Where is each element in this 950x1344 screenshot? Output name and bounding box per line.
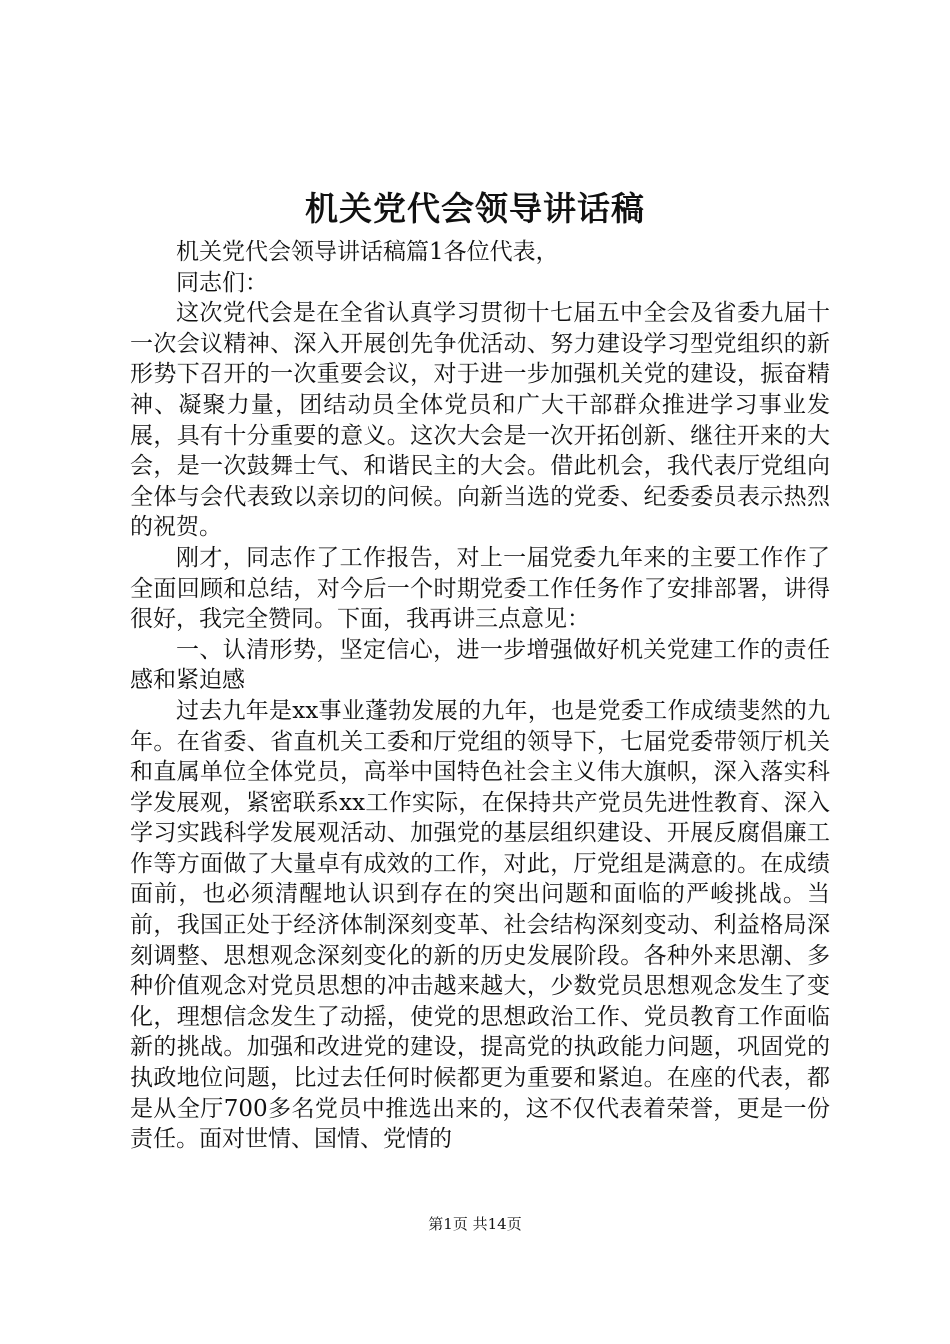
paragraph-past-nine-years: 过去九年是xx事业蓬勃发展的九年，也是党委工作成绩斐然的九年。在省委、省直机关工委和厅党组的领导下，七届党委带领厅机关和直属单位全体党员，高举中国特色社会主义伟大旗帜，深入落实科学发展观，紧密联系xx工作实际，在保持共产党员先进性教育、深入学习实践科学发展观活动、加强党的基层组织建设、开展反腐倡廉工作等方面做了大量卓有成效的工作，对此，厅党组是满意的。在成绩面前，也必须清醒地认识到存在的突出问题和面临的严峻挑战。当前，我国正处于经济体制深刻变革、社会结构深刻变动、利益格局深刻调整、思想观念深刻变化的新的历史发展阶段。各种外来思潮、多种价值观念对党员思想的冲击越来越大，少数党员思想观念发生了变化，理想信念发生了动摇，使党的思想政治工作、党员教育工作面临新的挑战。加强和改进党的建设，提高党的执政能力问题，巩固党的执政地位问题，比过去任何时候都更为重要和紧迫。在座的代表，都是从全厅700多名党员中推选出来的，这不仅代表着荣誉，更是一份责任。面对世情、国情、党情的 xyxy=(130,697,830,1153)
paragraph-greeting: 机关党代会领导讲话稿篇1各位代表， xyxy=(176,239,559,265)
section-heading-1: 一、认清形势，坚定信心，进一步增强做好机关党建工作的责任感和紧迫感 xyxy=(130,636,830,694)
page-number-footer: 第1页 共14页 xyxy=(428,1215,522,1233)
document-body xyxy=(130,237,830,1155)
paragraph-salutation: 同志们： xyxy=(176,269,268,296)
document-title: 机关党代会领导讲话稿 xyxy=(305,189,645,228)
paragraph-intro: 这次党代会是在全省认真学习贯彻十七届五中全会及省委九届十一次会议精神、深入开展创先争优活动、努力建设学习型党组织的新形势下召开的一次重要会议，对于进一步加强机关党的建设，振奋精神、凝聚力量，团结动员全体党员和广大干部群众推进学习事业发展，具有十分重要的意义。这次大会是一次开拓创新、继往开来的大会，是一次鼓舞士气、和谐民主的大会。借此机会，我代表厅党组向全体与会代表致以亲切的问候。向新当选的党委、纪委委员表示热烈的祝贺。 xyxy=(130,300,830,541)
paragraph-report: 刚才，同志作了工作报告，对上一届党委九年来的主要工作作了全面回顾和总结，对今后一个时期党委工作任务作了安排部署，讲得很好，我完全赞同。下面，我再讲三点意见： xyxy=(130,544,830,633)
